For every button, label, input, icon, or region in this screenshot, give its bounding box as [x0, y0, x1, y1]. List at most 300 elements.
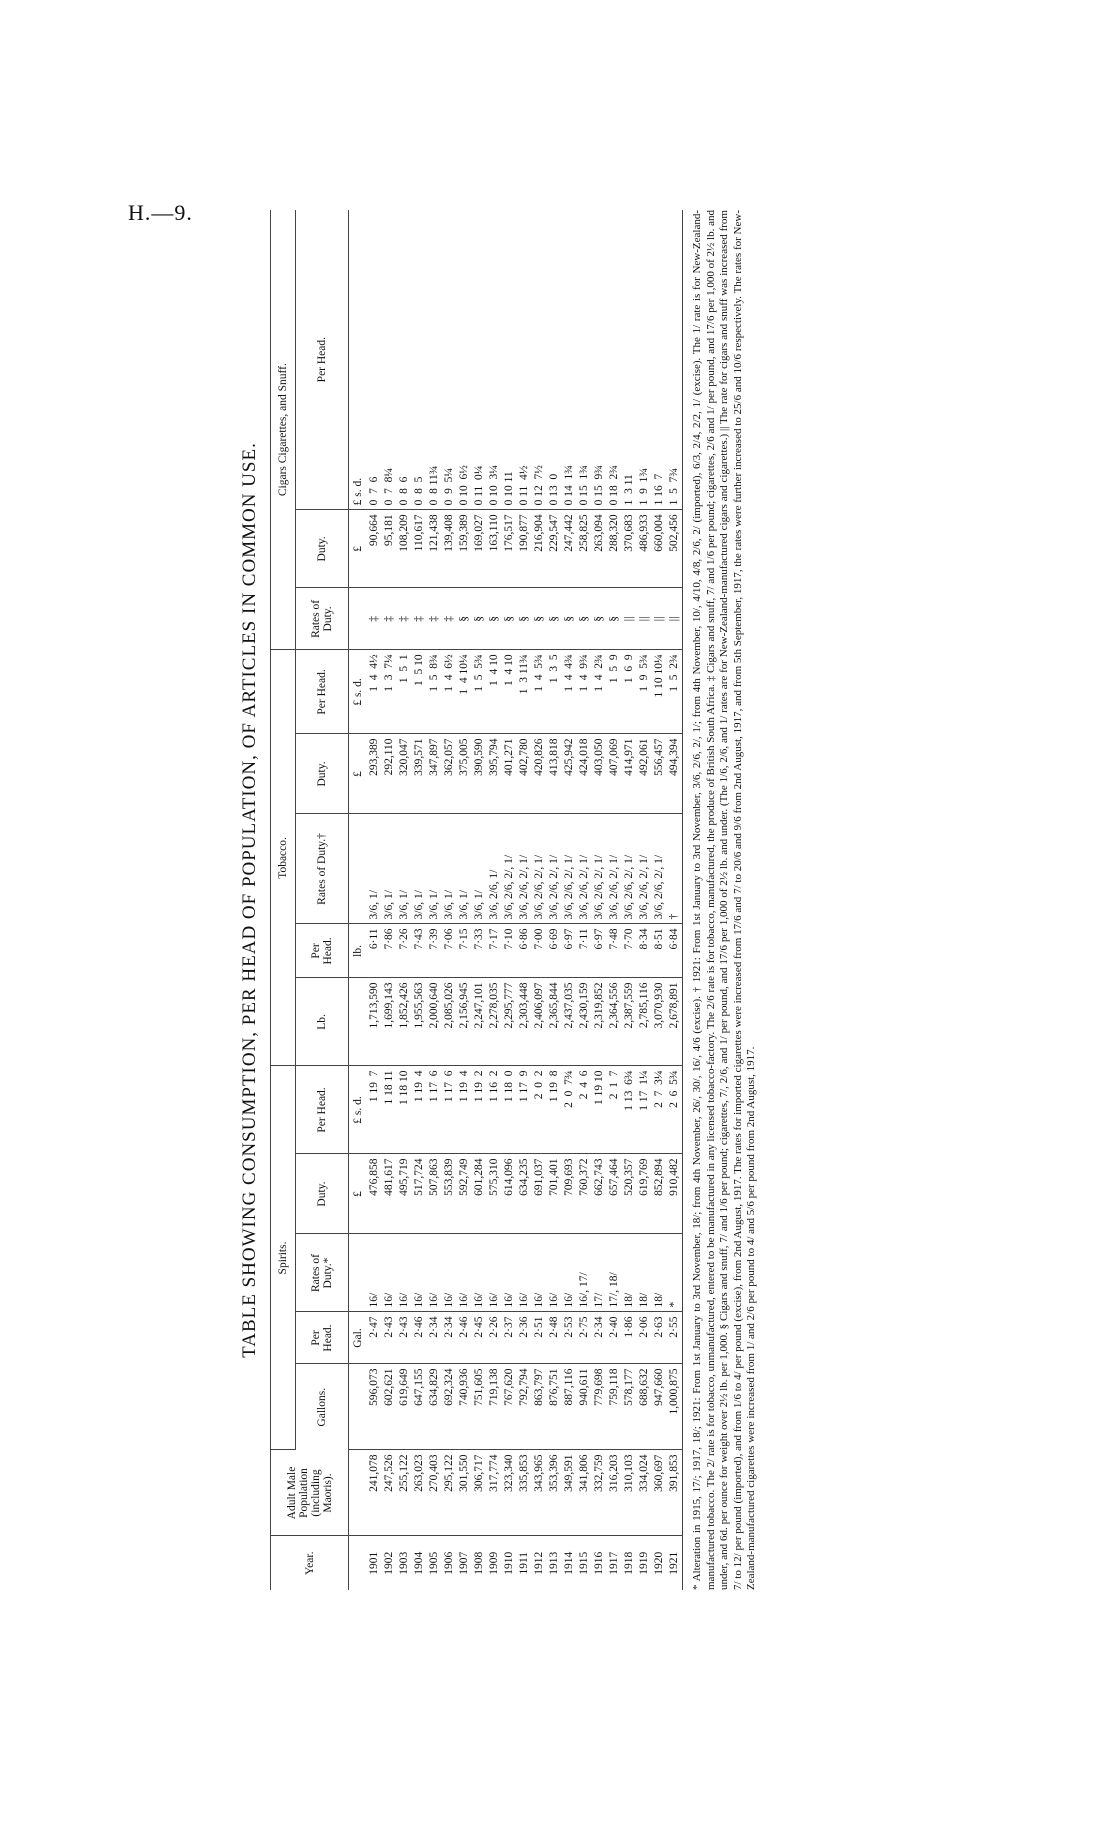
cigars-duty-cell: 486,933: [637, 510, 652, 588]
spirits-duty-per-head-cell: 1 17 6: [427, 1066, 442, 1154]
group-spirits: Spirits.: [271, 1066, 296, 1450]
spirits-duty-cell: 852,894: [652, 1154, 667, 1234]
year-cell: 1918: [623, 1551, 635, 1575]
spirits-duty-per-head-cell: 2 4 6: [577, 1066, 592, 1154]
cigars-duty-cell: 288,320: [607, 510, 622, 588]
spirits-duty-per-head-cell: 1 19 7: [367, 1066, 382, 1154]
cigars-rate-cell: ‡: [367, 588, 382, 650]
tobacco-lb-cell: 2,785,116: [637, 978, 652, 1066]
year-cell: 1910: [503, 1551, 515, 1575]
spirits-duty-per-head-cell: 1 18 0: [502, 1066, 517, 1154]
year-cell: 1920: [653, 1551, 665, 1575]
cigars-duty-per-head-cell: 1 16 7: [652, 210, 667, 510]
spirits-per-head-cell: 2·34: [427, 1312, 442, 1364]
spirits-per-head-cell: 2·26: [487, 1312, 502, 1364]
year-cell: 1919: [638, 1551, 650, 1575]
tobacco-duty-cell: 413,818: [547, 734, 562, 814]
tobacco-per-head-cell: 7·15: [457, 924, 472, 978]
population-cell: 335,853: [517, 1450, 532, 1536]
year-cell: 1907: [458, 1551, 470, 1575]
cigars-duty-per-head-cell: 0 14 1¾: [562, 210, 577, 510]
tobacco-per-head-cell: 6·86: [517, 924, 532, 978]
population-cell: 301,550: [457, 1450, 472, 1536]
spirits-per-head-cell: 2·34: [592, 1312, 607, 1364]
gallons-cell: 863,797: [532, 1364, 547, 1450]
spirits-duty-per-head-cell: 1 19 2: [472, 1066, 487, 1154]
cigars-duty-per-head-cell: 0 15 9¾: [592, 210, 607, 510]
tobacco-duty-cell: 292,110: [382, 734, 397, 814]
cigars-duty-cell: 159,389: [457, 510, 472, 588]
spirits-rate-cell: 16/: [517, 1234, 532, 1312]
header-spirits-duty: Duty.: [296, 1154, 349, 1234]
footnote-text: * Alteration in 1915, 17/; 1917, 18/; 1921: From 1st January to 3rd November, 18/; from 4th November, 26/, 30/, 16/, 4/6 (excise). † 1921: From 1st January to 3rd November, 3/6, 2/6, 2/, 1/; from 4th November, 10/, 4/10, 4/8, 2/6, 2/ (imported), 6/3, 2/4, 2/2, 1/ (excise). The 1/ rate is for New-Zealand-manufactured tobacco. The 2/ rate is for tobacco, unmanufactured, entered to be manufactured in any licensed tobacco-factory. The 2/6 rate is for tobacco, manufactured, the produce of British South Africa. ‡ Cigars and snuff, 7/ and 1/6 per pound; cigarettes, 2/6 and 1/ per pound, and 17/6 per 1,000 of 2½ lb. and under, and 6d. per ounce for weight over 2½ lb. per 1,000. § Cigars and snuff, 7/ and 1/6 per pound; cigarettes, 7/, 2/6, and 1/ per pound, and 17/6 per 1,000 of 2½ lb. and under. (The 1/6, 2/6, and 1/ rates are for New-Zealand-manufactured cigars and cigarettes.) || The rate for cigars and snuff was increased from 7/ to 12/ per pound (imported), and from 1/6 to 4/ per pound (excise), from 2nd August, 1917. The rates for imported cigarettes were increased from 17/6 and 7/ to 20/6 and 9/6 from 2nd August, 1917, and from 5th September, 1917, the rates were further increased to 25/6 and 10/6 respectively. The rates for New-Zealand-manufactured cigarettes were increased from 1/ and 2/6 per pound to 4/ and 5/6 per pound from 2nd August, 1917.: [691, 210, 757, 1590]
spirits-rate-cell: 16/: [412, 1234, 427, 1312]
spirits-duty-per-head-cell: 2 0 2: [532, 1066, 547, 1154]
tobacco-duty-cell: 375,005: [457, 734, 472, 814]
population-cell: 343,965: [532, 1450, 547, 1536]
tobacco-duty-cell: 425,942: [562, 734, 577, 814]
cigars-duty-per-head-cell: 1 9 1¾: [637, 210, 652, 510]
tobacco-per-head-cell: 8·51: [652, 924, 667, 978]
spirits-duty-per-head-cell: 1 19 10: [592, 1066, 607, 1154]
cigars-rate-cell: §: [532, 588, 547, 650]
units-row: [349, 210, 368, 1590]
group-cigars: Cigars Cigarettes, and Snuff.: [271, 210, 296, 650]
tobacco-lb-cell: 1,713,590: [367, 978, 382, 1066]
tobacco-lb-cell: 1,852,426: [397, 978, 412, 1066]
year-cell: 1916: [593, 1551, 605, 1575]
cigars-duty-per-head-cell: 0 18 2¾: [607, 210, 622, 510]
cigars-duty-cell: 121,438: [427, 510, 442, 588]
table-title: TABLE SHOWING CONSUMPTION, PER HEAD OF POPULATION, OF ARTICLES IN COMMON USE.: [239, 442, 260, 1358]
population-cell: 316,203: [607, 1450, 622, 1536]
spirits-duty-per-head-cell: 1 19 4: [412, 1066, 427, 1154]
spirits-duty-cell: 520,357: [622, 1154, 637, 1234]
gallons-cell: 940,611: [577, 1364, 592, 1450]
tobacco-duty-per-head-cell: 1 4 6½: [442, 650, 457, 734]
tobacco-per-head-cell: 6·84: [667, 924, 683, 978]
cigars-duty-cell: 139,408: [442, 510, 457, 588]
cigars-duty-cell: 258,825: [577, 510, 592, 588]
spirits-duty-cell: 495,719: [397, 1154, 412, 1234]
table-row: [472, 210, 487, 1590]
cigars-rate-cell: §: [487, 588, 502, 650]
consumption-table: [270, 210, 683, 1590]
tobacco-duty-cell: 407,069: [607, 734, 622, 814]
gallons-cell: 1,000,875: [667, 1364, 683, 1450]
table-row: [577, 210, 592, 1590]
tobacco-lb-cell: 2,437,035: [562, 978, 577, 1066]
spirits-per-head-cell: 2·36: [517, 1312, 532, 1364]
spirits-rate-cell: 17/: [592, 1234, 607, 1312]
tobacco-duty-cell: 556,457: [652, 734, 667, 814]
tobacco-duty-per-head-cell: 1 4 10: [502, 650, 517, 734]
spirits-per-head-cell: 2·51: [532, 1312, 547, 1364]
spirits-duty-per-head-cell: 1 18 11: [382, 1066, 397, 1154]
tobacco-per-head-cell: 7·43: [412, 924, 427, 978]
tobacco-per-head-cell: 7·70: [622, 924, 637, 978]
population-cell: 255,122: [397, 1450, 412, 1536]
page-identifier: H.—9.: [128, 200, 193, 225]
tobacco-rate-cell: 3/6, 2/6, 2/, 1/: [517, 814, 532, 924]
header-tobacco-duty: Duty.: [296, 734, 349, 814]
spirits-duty-per-head-cell: 2 7 3¼: [652, 1066, 667, 1154]
cigars-duty-cell: 176,517: [502, 510, 517, 588]
cigars-duty-per-head-cell: 1 3 11: [622, 210, 637, 510]
cigars-duty-cell: 190,877: [517, 510, 532, 588]
tobacco-duty-cell: 362,057: [442, 734, 457, 814]
tobacco-duty-cell: 414,971: [622, 734, 637, 814]
tobacco-duty-per-head-cell: 1 5 2¾: [667, 650, 683, 734]
year-cell: 1904: [413, 1551, 425, 1575]
spirits-duty-per-head-cell: 2 0 7¾: [562, 1066, 577, 1154]
spirits-per-head-cell: 2·46: [412, 1312, 427, 1364]
spirits-per-head-cell: 2·46: [457, 1312, 472, 1364]
population-cell: 334,024: [637, 1450, 652, 1536]
spirits-duty-per-head-cell: 1 19 4: [457, 1066, 472, 1154]
cigars-duty-cell: 163,110: [487, 510, 502, 588]
spirits-rate-cell: 16/, 17/: [577, 1234, 592, 1312]
population-cell: 391,853: [667, 1450, 683, 1536]
header-cigars-duty: Duty.: [296, 510, 349, 588]
spirits-per-head-cell: 2·75: [577, 1312, 592, 1364]
tobacco-duty-per-head-cell: 1 5 1: [397, 650, 412, 734]
tobacco-per-head-cell: 8·34: [637, 924, 652, 978]
spirits-per-head-cell: 2·34: [442, 1312, 457, 1364]
tobacco-lb-cell: 1,699,143: [382, 978, 397, 1066]
tobacco-lb-cell: 2,364,556: [607, 978, 622, 1066]
spirits-per-head-cell: 2·06: [637, 1312, 652, 1364]
cigars-rate-cell: ||: [652, 588, 667, 650]
spirits-duty-cell: 517,724: [412, 1154, 427, 1234]
year-cell: 1905: [428, 1551, 440, 1575]
cigars-duty-per-head-cell: 0 8 6: [397, 210, 412, 510]
header-tobacco-per-head: Per Head.: [296, 924, 349, 978]
cigars-duty-per-head-cell: 0 10 6½: [457, 210, 472, 510]
table-row: [457, 210, 472, 1590]
spirits-duty-per-head-cell: 1 16 2: [487, 1066, 502, 1154]
tobacco-duty-per-head-cell: 1 3 5: [547, 650, 562, 734]
tobacco-duty-cell: 395,794: [487, 734, 502, 814]
tobacco-per-head-cell: 7·17: [487, 924, 502, 978]
tobacco-rate-cell: 3/6, 1/: [382, 814, 397, 924]
spirits-duty-per-head-cell: 2 6 5¾: [667, 1066, 683, 1154]
cigars-rate-cell: §: [457, 588, 472, 650]
cigars-rate-cell: ‡: [397, 588, 412, 650]
spirits-per-head-cell: 1·86: [622, 1312, 637, 1364]
cigars-duty-per-head-cell: 0 7 8¼: [382, 210, 397, 510]
tobacco-rate-cell: †: [667, 814, 683, 924]
tobacco-lb-cell: 2,278,035: [487, 978, 502, 1066]
spirits-duty-per-head-cell: 2 1 7: [607, 1066, 622, 1154]
population-cell: 341,806: [577, 1450, 592, 1536]
gallons-cell: 887,116: [562, 1364, 577, 1450]
year-cell: 1921: [668, 1551, 680, 1575]
year-cell: 1911: [518, 1551, 530, 1575]
gallons-cell: 767,620: [502, 1364, 517, 1450]
tobacco-per-head-cell: 6·11: [367, 924, 382, 978]
tobacco-duty-per-head-cell: 1 4 10: [487, 650, 502, 734]
tobacco-duty-cell: 420,826: [532, 734, 547, 814]
population-cell: 349,591: [562, 1450, 577, 1536]
year-cell: 1901: [368, 1551, 380, 1575]
tobacco-duty-per-head-cell: 1 10 10¼: [652, 650, 667, 734]
year-cell: 1912: [533, 1551, 545, 1575]
year-cell: 1902: [383, 1551, 395, 1575]
cigars-rate-cell: §: [547, 588, 562, 650]
rotated-page-content: [230, 210, 790, 1590]
table-row: [547, 210, 562, 1590]
cigars-duty-per-head-cell: 0 9 5¼: [442, 210, 457, 510]
cigars-rate-cell: §: [577, 588, 592, 650]
spirits-duty-cell: 601,284: [472, 1154, 487, 1234]
gallons-cell: 688,632: [637, 1364, 652, 1450]
tobacco-duty-per-head-cell: 1 5 10: [412, 650, 427, 734]
table-body: [349, 210, 683, 1590]
table-row: [442, 210, 457, 1590]
tobacco-duty-cell: 390,590: [472, 734, 487, 814]
table-row: [397, 210, 412, 1590]
population-cell: 317,774: [487, 1450, 502, 1536]
spirits-duty-cell: 575,310: [487, 1154, 502, 1234]
population-cell: 263,023: [412, 1450, 427, 1536]
header-spirits-per-head: Per Head.: [296, 1312, 349, 1364]
spirits-rate-cell: 16/: [367, 1234, 382, 1312]
spirits-duty-per-head-cell: 1 19 8: [547, 1066, 562, 1154]
tobacco-per-head-cell: 7·48: [607, 924, 622, 978]
tobacco-duty-cell: 401,271: [502, 734, 517, 814]
year-cell: 1913: [548, 1551, 560, 1575]
tobacco-rate-cell: 3/6, 1/: [457, 814, 472, 924]
year-cell: 1915: [578, 1551, 590, 1575]
tobacco-duty-per-head-cell: 1 5 9: [607, 650, 622, 734]
spirits-duty-cell: 709,693: [562, 1154, 577, 1234]
cigars-rate-cell: ||: [667, 588, 683, 650]
cigars-rate-cell: §: [502, 588, 517, 650]
cigars-duty-per-head-cell: 0 11 0¼: [472, 210, 487, 510]
tobacco-lb-cell: 2,156,945: [457, 978, 472, 1066]
tobacco-duty-per-head-cell: 1 4 4½: [367, 650, 382, 734]
spirits-duty-cell: 657,464: [607, 1154, 622, 1234]
tobacco-duty-cell: 347,897: [427, 734, 442, 814]
spirits-per-head-cell: 2·48: [547, 1312, 562, 1364]
tobacco-per-head-cell: 7·10: [502, 924, 517, 978]
tobacco-per-head-cell: 6·97: [562, 924, 577, 978]
year-cell: 1917: [608, 1551, 620, 1575]
cigars-duty-per-head-cell: 0 11 4½: [517, 210, 532, 510]
spirits-rate-cell: 16/: [442, 1234, 457, 1312]
header-tobacco-rates: Rates of Duty.†: [296, 814, 349, 924]
tobacco-lb-cell: 2,678,891: [667, 978, 683, 1066]
header-spirits-rates: Rates of Duty.*: [296, 1234, 349, 1312]
gallons-cell: 876,751: [547, 1364, 562, 1450]
spirits-per-head-cell: 2·63: [652, 1312, 667, 1364]
population-cell: 270,403: [427, 1450, 442, 1536]
cigars-rate-cell: ||: [622, 588, 637, 650]
spirits-per-head-cell: 2·40: [607, 1312, 622, 1364]
tobacco-duty-per-head-cell: 1 4 2¾: [592, 650, 607, 734]
cigars-duty-per-head-cell: 0 13 0: [547, 210, 562, 510]
year-cell: 1903: [398, 1551, 410, 1575]
cigars-duty-per-head-cell: 0 10 11: [502, 210, 517, 510]
gallons-cell: 619,649: [397, 1364, 412, 1450]
tobacco-duty-per-head-cell: 1 3 11¾: [517, 650, 532, 734]
table-row: [412, 210, 427, 1590]
tobacco-per-head-cell: 6·97: [592, 924, 607, 978]
footnotes: [691, 210, 759, 1590]
tobacco-per-head-cell: 7·11: [577, 924, 592, 978]
tobacco-duty-cell: 293,389: [367, 734, 382, 814]
spirits-rate-cell: 16/: [532, 1234, 547, 1312]
tobacco-lb-cell: 2,319,852: [592, 978, 607, 1066]
tobacco-duty-cell: 494,394: [667, 734, 683, 814]
table-row: [487, 210, 502, 1590]
spirits-duty-per-head-cell: 1 18 10: [397, 1066, 412, 1154]
spirits-per-head-cell: 2·55: [667, 1312, 683, 1364]
spirits-rate-cell: 16/: [427, 1234, 442, 1312]
tobacco-rate-cell: 3/6, 2/6, 2/, 1/: [622, 814, 637, 924]
spirits-duty-cell: 691,037: [532, 1154, 547, 1234]
tobacco-duty-per-head-cell: 1 4 9¾: [577, 650, 592, 734]
tobacco-rate-cell: 3/6, 1/: [397, 814, 412, 924]
cigars-duty-per-head-cell: 1 5 7¾: [667, 210, 683, 510]
population-cell: 323,340: [502, 1450, 517, 1536]
tobacco-duty-per-head-cell: 1 4 5¾: [532, 650, 547, 734]
cigars-duty-per-head-cell: 0 12 7½: [532, 210, 547, 510]
spirits-per-head-cell: 2·47: [367, 1312, 382, 1364]
tobacco-duty-per-head-cell: 1 4 4¾: [562, 650, 577, 734]
year-cell: 1914: [563, 1551, 575, 1575]
tobacco-rate-cell: 3/6, 1/: [472, 814, 487, 924]
year-cell: 1908: [473, 1551, 485, 1575]
spirits-per-head-cell: 2·53: [562, 1312, 577, 1364]
spirits-duty-cell: 507,863: [427, 1154, 442, 1234]
gallons-cell: 647,155: [412, 1364, 427, 1450]
table-row: [592, 210, 607, 1590]
cigars-rate-cell: ||: [637, 588, 652, 650]
tobacco-per-head-cell: 7·26: [397, 924, 412, 978]
gallons-cell: 740,936: [457, 1364, 472, 1450]
unit-lsd: £ s. d.: [349, 650, 368, 734]
tobacco-per-head-cell: 7·33: [472, 924, 487, 978]
table-row: [562, 210, 577, 1590]
table-row: [637, 210, 652, 1590]
spirits-rate-cell: *: [667, 1234, 683, 1312]
header-year: Year.: [271, 1536, 349, 1590]
tobacco-duty-per-head-cell: 1 6 9: [622, 650, 637, 734]
spirits-rate-cell: 18/: [622, 1234, 637, 1312]
gallons-cell: 578,177: [622, 1364, 637, 1450]
gallons-cell: 602,621: [382, 1364, 397, 1450]
cigars-rate-cell: §: [607, 588, 622, 650]
tobacco-lb-cell: 2,365,844: [547, 978, 562, 1066]
header-lb: Lb.: [296, 978, 349, 1066]
spirits-duty-cell: 701,401: [547, 1154, 562, 1234]
cigars-duty-per-head-cell: 0 15 1¾: [577, 210, 592, 510]
spirits-per-head-cell: 2·43: [397, 1312, 412, 1364]
table-row: [667, 210, 683, 1590]
cigars-duty-per-head-cell: 0 7 6: [367, 210, 382, 510]
tobacco-lb-cell: 2,406,097: [532, 978, 547, 1066]
tobacco-duty-per-head-cell: 1 5 8¾: [427, 650, 442, 734]
tobacco-rate-cell: 3/6, 1/: [367, 814, 382, 924]
tobacco-rate-cell: 3/6, 2/6, 2/, 1/: [637, 814, 652, 924]
header-cigars-duty-per-head: Per Head.: [296, 210, 349, 510]
unit-pound: £: [349, 734, 368, 814]
unit-lsd: £ s. d.: [349, 1066, 368, 1154]
cigars-duty-per-head-cell: 0 8 5: [412, 210, 427, 510]
tobacco-lb-cell: 2,295,777: [502, 978, 517, 1066]
unit-lb: lb.: [349, 924, 368, 978]
header-tobacco-duty-per-head: Per Head.: [296, 650, 349, 734]
tobacco-per-head-cell: 6·69: [547, 924, 562, 978]
table-row: [382, 210, 397, 1590]
gallons-cell: 719,138: [487, 1364, 502, 1450]
table-row: [517, 210, 532, 1590]
cigars-duty-cell: 370,683: [622, 510, 637, 588]
cigars-rate-cell: §: [517, 588, 532, 650]
tobacco-rate-cell: 3/6, 2/6, 2/, 1/: [607, 814, 622, 924]
cigars-rate-cell: ‡: [442, 588, 457, 650]
tobacco-rate-cell: 3/6, 2/6, 2/, 1/: [577, 814, 592, 924]
tobacco-rate-cell: 3/6, 2/6, 1/: [487, 814, 502, 924]
tobacco-lb-cell: 2,085,026: [442, 978, 457, 1066]
gallons-cell: 792,794: [517, 1364, 532, 1450]
tobacco-per-head-cell: 7·39: [427, 924, 442, 978]
table-row: [652, 210, 667, 1590]
tobacco-duty-per-head-cell: 1 4 10¼: [457, 650, 472, 734]
spirits-per-head-cell: 2·45: [472, 1312, 487, 1364]
tobacco-lb-cell: 2,247,101: [472, 978, 487, 1066]
spirits-rate-cell: 18/: [652, 1234, 667, 1312]
spirits-duty-cell: 481,617: [382, 1154, 397, 1234]
table-row: [427, 210, 442, 1590]
year-cell: 1906: [443, 1551, 455, 1575]
tobacco-duty-cell: 403,050: [592, 734, 607, 814]
cigars-rate-cell: ‡: [427, 588, 442, 650]
tobacco-rate-cell: 3/6, 1/: [427, 814, 442, 924]
spirits-rate-cell: 16/: [502, 1234, 517, 1312]
tobacco-duty-per-head-cell: 1 9 5¾: [637, 650, 652, 734]
year-cell: 1909: [488, 1551, 500, 1575]
spirits-per-head-cell: 2·37: [502, 1312, 517, 1364]
spirits-duty-cell: 476,858: [367, 1154, 382, 1234]
tobacco-per-head-cell: 7·06: [442, 924, 457, 978]
gallons-cell: 634,829: [427, 1364, 442, 1450]
table-row: [622, 210, 637, 1590]
spirits-rate-cell: 16/: [487, 1234, 502, 1312]
cigars-duty-cell: 660,004: [652, 510, 667, 588]
unit-pound: £: [349, 510, 368, 588]
gallons-cell: 779,698: [592, 1364, 607, 1450]
header-population: Adult Male Population (including Maoris).: [271, 1450, 349, 1536]
population-cell: 247,526: [382, 1450, 397, 1536]
cigars-duty-cell: 229,547: [547, 510, 562, 588]
spirits-duty-cell: 614,096: [502, 1154, 517, 1234]
spirits-duty-per-head-cell: 1 13 6¾: [622, 1066, 637, 1154]
population-cell: 310,103: [622, 1450, 637, 1536]
spirits-duty-cell: 910,482: [667, 1154, 683, 1234]
tobacco-duty-per-head-cell: 1 3 7¼: [382, 650, 397, 734]
population-cell: 295,122: [442, 1450, 457, 1536]
spirits-rate-cell: 16/: [397, 1234, 412, 1312]
cigars-duty-cell: 108,209: [397, 510, 412, 588]
cigars-duty-cell: 247,442: [562, 510, 577, 588]
gallons-cell: 751,605: [472, 1364, 487, 1450]
spirits-rate-cell: 16/: [562, 1234, 577, 1312]
spirits-duty-per-head-cell: 1 17 6: [442, 1066, 457, 1154]
unit-gal: Gal.: [349, 1312, 368, 1364]
